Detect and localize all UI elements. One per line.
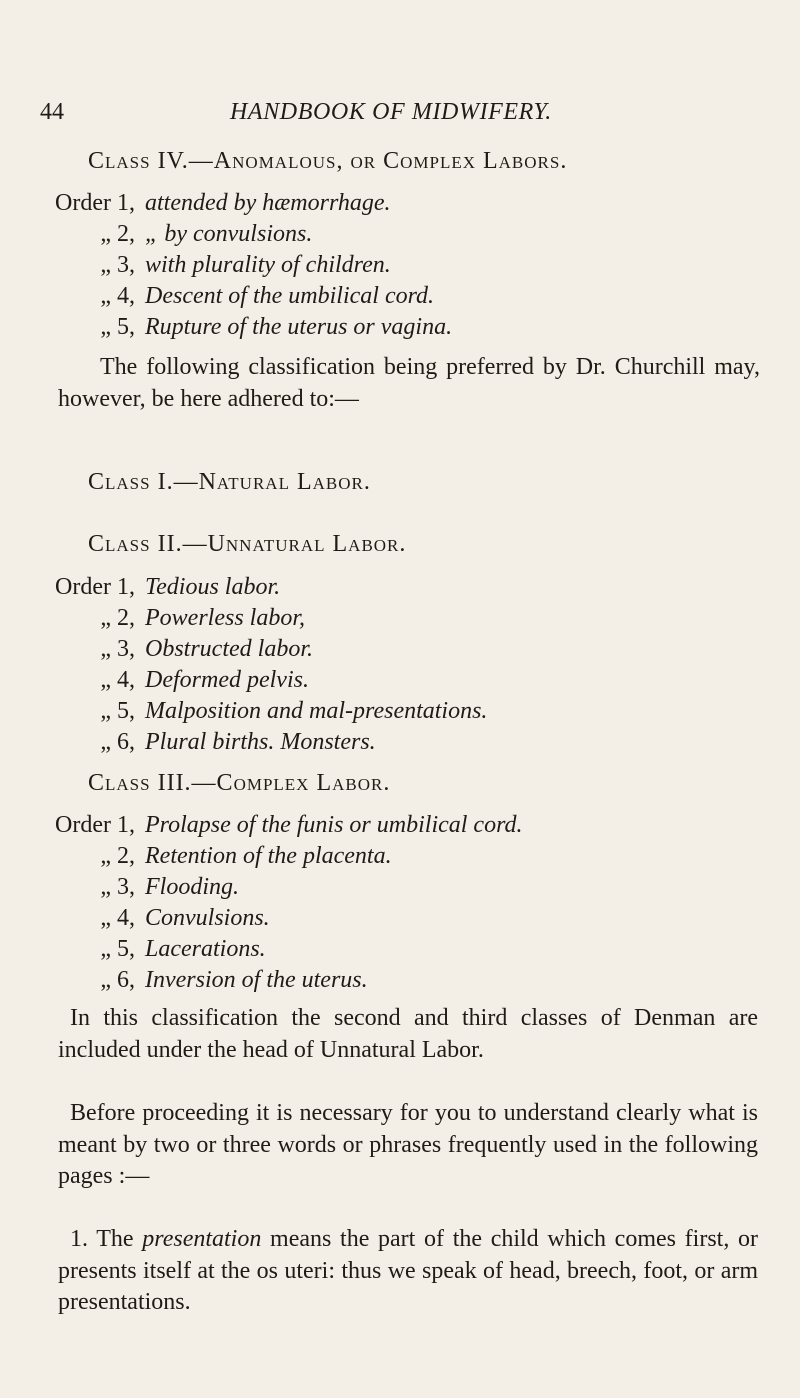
order-description: Inversion of the uterus. [145,967,368,993]
list-item [0,634,680,665]
order-description: Deformed pelvis. [145,667,309,693]
order-description: Prolapse of the funis or umbilical cord. [145,812,523,838]
list-item [0,810,680,841]
order-number: Order 1, [55,812,135,838]
order-number: „ 5, [100,698,135,724]
before-text: Before proceeding it is necessary for you to understand clearly what is meant by two or three words or phrases frequently used in the following pages :— [58,1100,758,1189]
order-description: Plural births. Monsters. [145,729,376,755]
list-item [0,219,680,250]
list-item [0,572,680,603]
order-description: Powerless labor, [145,605,306,631]
class-iv-order-list [0,188,680,343]
definition-number: 1. The [70,1226,134,1252]
order-number: „ 3, [100,874,135,900]
list-item [0,727,680,758]
list-item [0,281,680,312]
order-description: „ by convulsions. [145,221,313,247]
order-description: Malposition and mal-presentations. [145,698,488,724]
order-description: Descent of the umbilical cord. [145,283,435,309]
list-item [0,696,680,727]
order-number: „ 5, [100,936,135,962]
order-number: „ 2, [100,221,135,247]
running-head [40,98,760,128]
order-description: with plurality of children. [145,252,391,278]
denman-text: In this classification the second and third classes of Denman are included under the head of Unnatural Labor. [58,1005,758,1063]
order-description: attended by hæmorrhage. [145,190,391,216]
order-number: „ 2, [100,605,135,631]
definition-text: means the part of the child which comes first, or presents itself at the os uteri: thus we speak of head, breech, foot, or arm presentations. [58,1226,759,1315]
class-i-heading: Class I.—Natural Labor. [88,469,371,495]
order-number: „ 5, [100,314,135,340]
definition-term: presentation [142,1226,262,1252]
order-description: Lacerations. [145,936,266,962]
definition-1-paragraph [58,1224,758,1319]
list-item [0,965,680,996]
order-number: „ 6, [100,967,135,993]
class-ii-section [88,528,800,560]
class-iii-heading: Class III.—Complex Labor. [88,770,391,796]
order-description: Tedious labor. [145,574,281,600]
order-number: Order 1, [55,190,135,216]
list-item [0,903,680,934]
order-number: „ 3, [100,252,135,278]
class-iii-section [88,767,800,799]
list-item [0,934,680,965]
list-item [0,872,680,903]
order-number: „ 3, [100,636,135,662]
class-ii-order-list [0,572,680,758]
order-number: „ 4, [100,283,135,309]
class-ii-heading: Class II.—Unnatural Labor. [88,531,407,557]
order-number: „ 4, [100,905,135,931]
order-number: „ 4, [100,667,135,693]
before-paragraph [58,1098,758,1193]
running-title: HANDBOOK OF MIDWIFERY. [230,99,552,125]
list-item [0,603,680,634]
order-number: „ 6, [100,729,135,755]
order-description: Obstructed labor. [145,636,313,662]
page-number: 44 [40,99,64,125]
list-item [0,312,680,343]
class-iv-heading: Class IV.—Anomalous, or Complex Labors. [88,148,568,174]
list-item [0,250,680,281]
class-i-section [88,466,800,498]
order-number: Order 1, [55,574,135,600]
intro-text: The following classification being preferred by Dr. Churchill may, however, be here adhered to:— [58,354,760,412]
intro-paragraph [58,352,760,415]
list-item [0,841,680,872]
list-item [0,665,680,696]
class-iv-section [88,145,800,177]
order-description: Convulsions. [145,905,270,931]
order-number: „ 2, [100,843,135,869]
list-item [0,188,680,219]
order-description: Flooding. [145,874,239,900]
order-description: Rupture of the uterus or vagina. [145,314,453,340]
class-iii-order-list [0,810,680,996]
denman-paragraph [58,1003,758,1066]
order-description: Retention of the placenta. [145,843,392,869]
